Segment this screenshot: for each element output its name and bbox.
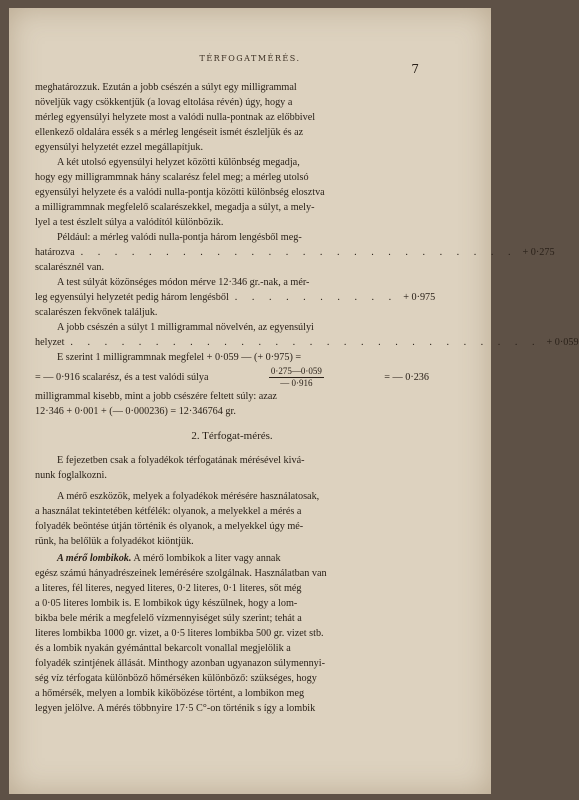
text-fragment: A mérő lombikok a liter vagy annak (131, 553, 281, 564)
text-line: E fejezetben csak a folyadékok térfogatának mérésével kivá- (57, 455, 305, 466)
dot-leader: . . . . . . . . . . (234, 292, 398, 303)
text-fragment: helyzet (35, 337, 65, 348)
running-header: TÉRFOGATMÉRÉS. (199, 54, 301, 63)
section-heading: 2. Térfogat-mérés. (191, 430, 273, 442)
text-line: 12·346 + 0·001 + (— 0·000236) = 12·346764 gr. (35, 406, 236, 417)
text-line: ellenkező oldalára essék s a mérleg lengéseit ismét észleljük és az (35, 127, 304, 138)
text-line: bikba bele mérik a megfelelő vízmennyiséget súly szerint; tehát a (35, 613, 302, 624)
text-line: meghatározzuk. Ezután a jobb csészén a súlyt egy milligrammal (35, 82, 297, 93)
text-line (35, 290, 436, 305)
text-line: rünk, ha belőlük a folyadékot kiöntjük. (35, 536, 194, 547)
text-fragment: = — 0·916 scalarész, és a test valódi súlya (35, 371, 209, 383)
text-line: egyensúlyi helyzete és a valódi nulla-pontja közötti különbség elosztva (35, 187, 325, 198)
text-line (35, 245, 555, 260)
text-line: növeljük vagy csökkentjük (a lovag eltolása révén) úgy, hogy a (35, 97, 293, 108)
text-line: scalarészen fekvőnek találjuk. (35, 307, 158, 318)
text-line (35, 365, 429, 389)
paragraph-1 (35, 80, 429, 155)
dot-leader: . . . . . . . . . . . . . . . . . . . . . . . . . . . . (70, 337, 541, 348)
text-line: A mérő eszközök, melyek a folyadékok mérésére használatosak, (57, 491, 320, 502)
text-line: a használat tekintetében kétfélék: olyanok, a melyekkel a mérés a (35, 506, 302, 517)
text-line: A jobb csészén a súlyt 1 milligrammal növelvén, az egyensúlyi (57, 322, 314, 333)
text-line (35, 335, 579, 350)
text-line: a hőmérsék, melyen a lombik kiköbözése történt, a lombikon meg (35, 688, 305, 699)
page-number: 7 (411, 62, 419, 76)
text-fragment: határozva (35, 247, 75, 258)
text-line: lyel a test észlelt súlya a valódítól különbözik. (35, 217, 224, 228)
dot-leader: . . . . . . . . . . . . . . . . . . . . . . . . . . (80, 247, 517, 258)
text-line: A két utolsó egyensúlyi helyzet közötti különbség megadja, (57, 157, 300, 168)
text-line: scalarésznél van. (35, 262, 105, 273)
text-line: egyensúlyi helyzetét ezzel megállapítjuk. (35, 142, 204, 153)
text-line: nunk foglalkozni. (35, 470, 107, 481)
text-line (35, 551, 429, 566)
text-line: Például: a mérleg valódi nulla-pontja három lengésből meg- (57, 232, 302, 243)
value: = — 0·236 (384, 371, 429, 383)
text-line: A test súlyát közönséges módon mérve 12·346 gr.-nak, a mér- (57, 277, 310, 288)
text-line: és a lombik nyakán gyémánttal bekarcolt vonallal megjelölik a (35, 643, 291, 654)
fraction-denominator: — 0·916 (280, 377, 313, 388)
text-line: a literes, fél literes, negyed literes, 0·2 literes, 0·1 literes, sőt még (35, 583, 302, 594)
text-line: folyadék beöntése útján történik és olyanok, a melyekkel úgy mé- (35, 521, 304, 532)
page-body (35, 80, 579, 716)
worked-example (35, 230, 579, 419)
text-line: mérleg egyensúlyi helyzete most a valódi nulla-pontnak az előbbivel (35, 112, 316, 123)
paragraph-3 (35, 453, 429, 483)
text-line: E szerint 1 milligrammnak megfelel + 0·059 — (+ 0·975) = (57, 352, 302, 363)
value: + 0·059 (546, 337, 579, 348)
text-line: milligrammal kisebb, mint a jobb csészére feltett súly: azaz (35, 391, 277, 402)
text-line: legyen jelölve. A mérés többnyire 17·5 C°-on történik s így a lombik (35, 703, 316, 714)
text-line: egész számú hányadrészeinek lemérésére szolgálnak. Használatban van (35, 568, 327, 579)
text-line: literes lombikba 1000 gr. vizet, a 0·5 literes lombikba 500 gr. vizet stb. (35, 628, 324, 639)
text-line: a 0·05 literes lombik is. E lombikok úgy készülnek, hogy a lom- (35, 598, 298, 609)
fraction-numerator: 0·275—0·059 (270, 365, 322, 376)
text-line: hogy egy milligrammnak hány scalarész felel meg; a mérleg utolsó (35, 172, 309, 183)
paragraph-lead: A mérő lombikok. (57, 553, 132, 564)
value: + 0·975 (403, 292, 436, 303)
book-page (9, 8, 579, 794)
value: + 0·275 (522, 247, 555, 258)
paragraph-4 (35, 489, 429, 549)
text-line: ség víz térfogata különböző hőmérséken különböző: szükséges, hogy (35, 673, 317, 684)
paragraph-5 (35, 551, 429, 716)
paragraph-2 (35, 155, 429, 230)
text-fragment: leg egyensúlyi helyzetét pedig három lengésből (35, 292, 229, 303)
text-line: folyadék szintjének állását. Minthogy azonban ugyanazon súlymennyi- (35, 658, 325, 669)
fraction (269, 366, 324, 389)
text-line: a milligrammnak megfelelő scalarészekkel, megadja a súlyt, a mely- (35, 202, 315, 213)
